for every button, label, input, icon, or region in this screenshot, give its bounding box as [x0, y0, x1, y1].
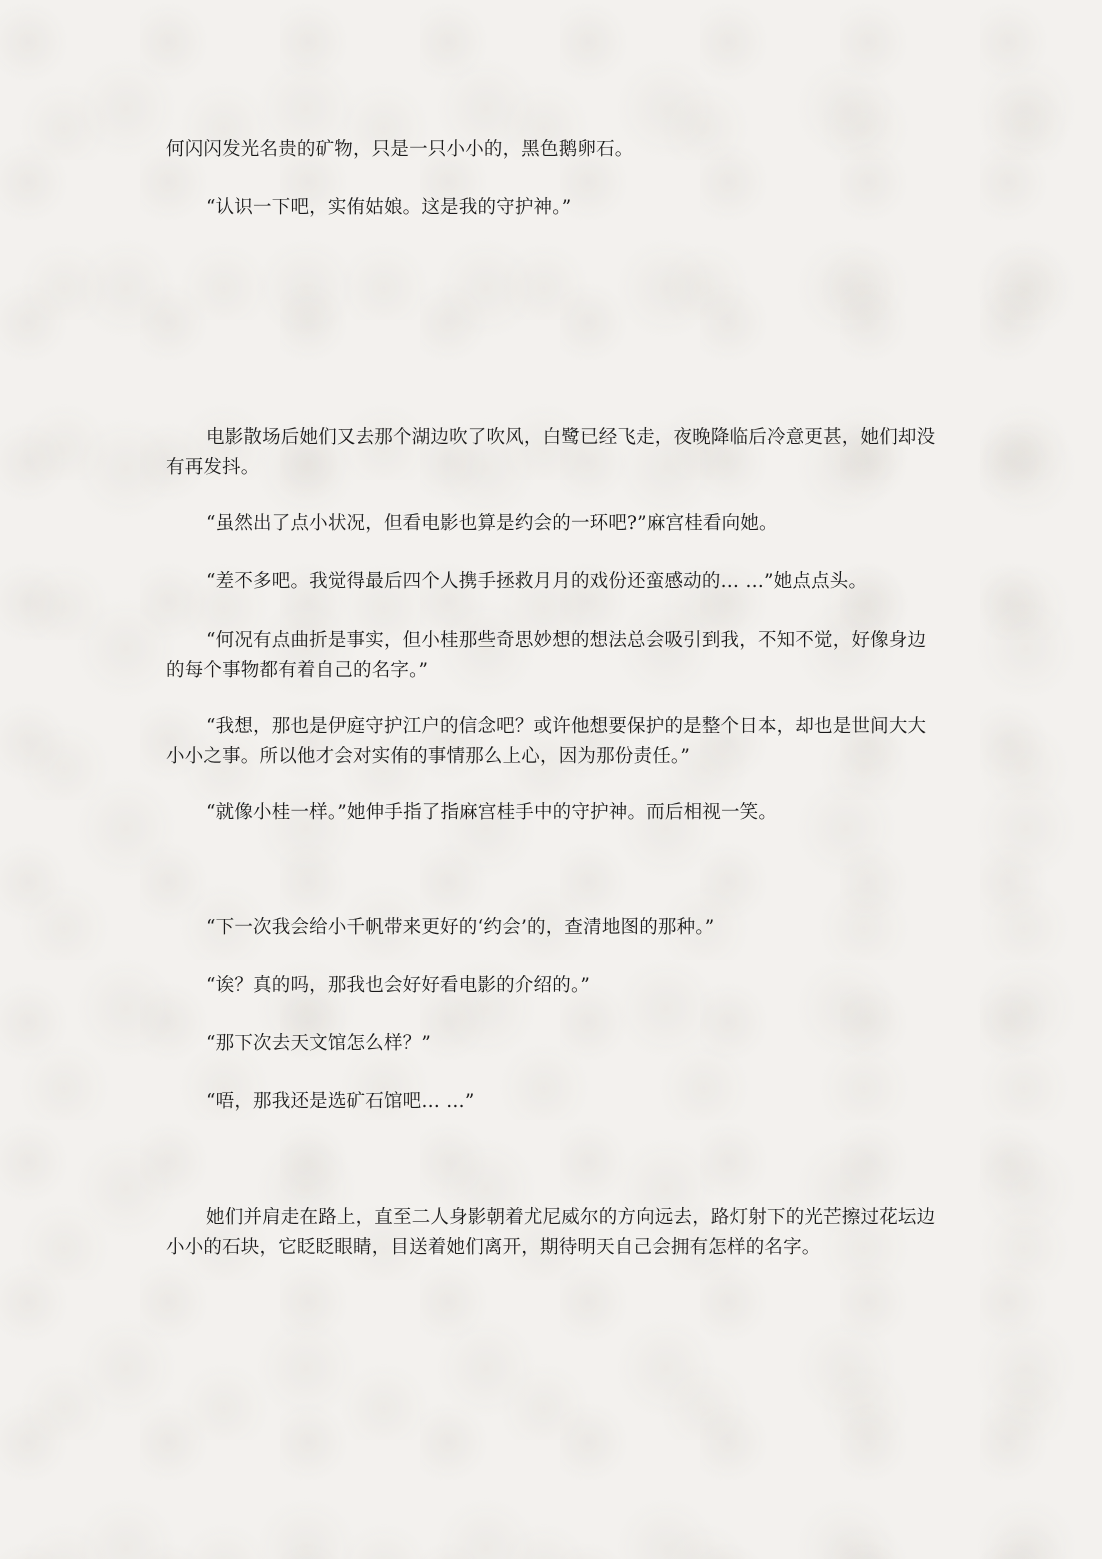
paragraph-3: 电影散场后她们又去那个湖边吹了吹风，白鹭已经飞走，夜晚降临后冷意更甚，她们却没有再发抖。 — [166, 427, 936, 478]
paragraph-9: “下一次我会给小千帆带来更好的‘约会’的，查清地图的那种。” — [206, 917, 715, 938]
paragraph-1: 何闪闪发光名贵的矿物，只是一只小小的，黑色鹅卵石。 — [166, 139, 634, 160]
paragraph-4: “虽然出了点小状况，但看电影也算是约会的一环吧?”麻宫桂看向她。 — [206, 513, 778, 534]
paragraph-11: “那下次去天文馆怎么样？” — [206, 1033, 432, 1054]
paragraph-7: “我想，那也是伊庭守护江户的信念吧？或许他想要保护的是整个日本，却也是世间大大小小之事。所以他才会对实侑的事情那么上心，因为那份责任。” — [166, 716, 927, 767]
paragraph-2: “认识一下吧，实侑姑娘。这是我的守护神。” — [206, 197, 572, 218]
paragraph-6: “何况有点曲折是事实，但小桂那些奇思妙想的想法总会吸引到我，不知不觉，好像身边的每个事物都有着自己的名字。” — [166, 630, 927, 681]
paragraph-12: “唔，那我还是选矿石馆吧… …” — [206, 1091, 475, 1112]
paragraph-10: “诶？真的吗，那我也会好好看电影的介绍的。” — [206, 975, 591, 996]
paragraph-5: “差不多吧。我觉得最后四个人携手拯救月月的戏份还蛮感动的… …”她点点头。 — [206, 571, 868, 592]
paragraph-13: 她们并肩走在路上，直至二人身影朝着尤尼威尔的方向远去，路灯射下的光芒擦过花坛边小小的石块，它眨眨眼睛，目送着她们离开，期待明天自己会拥有怎样的名字。 — [166, 1207, 936, 1258]
paragraph-8: “就像小桂一样。”她伸手指了指麻宫桂手中的守护神。而后相视一笑。 — [206, 802, 778, 823]
